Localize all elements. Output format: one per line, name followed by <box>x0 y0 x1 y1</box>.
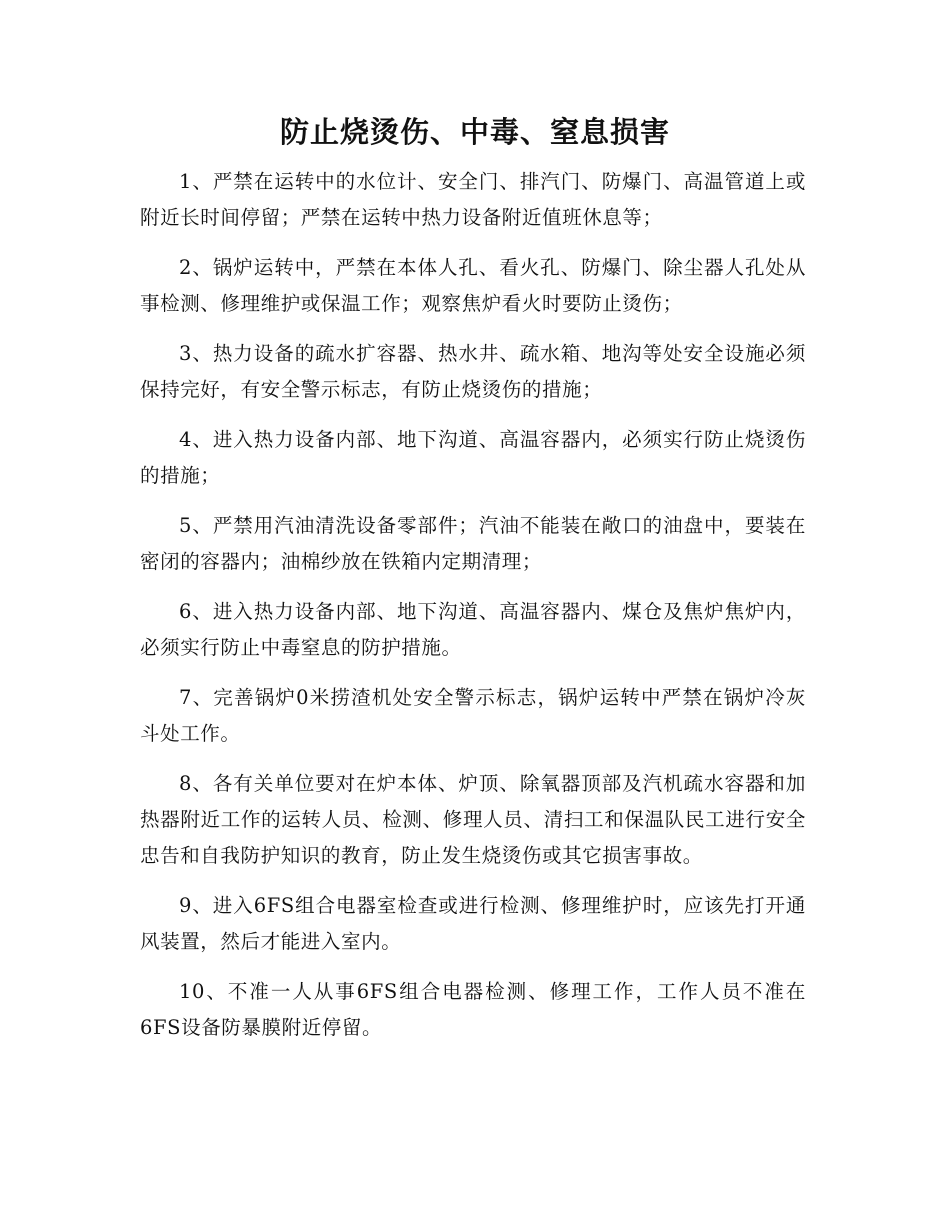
document-body <box>140 164 806 1046</box>
paragraph-4: 4、进入热力设备内部、地下沟道、高温容器内，必须实行防止烧烫伤的措施； <box>140 428 806 487</box>
paragraph-5: 5、严禁用汽油清洗设备零部件；汽油不能装在敞口的油盘中，要装在密闭的容器内；油棉纱放在铁箱内定期清理； <box>140 514 806 573</box>
paragraph-7: 7、完善锅炉0米捞渣机处安全警示标志，锅炉运转中严禁在锅炉冷灰斗处工作。 <box>140 686 806 745</box>
paragraph-6: 6、进入热力设备内部、地下沟道、高温容器内、煤仓及焦炉焦炉内，必须实行防止中毒窒息的防护措施。 <box>140 600 806 659</box>
paragraph-10: 10、不准一人从事6FS组合电器检测、修理工作，工作人员不准在6FS设备防暴膜附近停留。 <box>140 980 806 1039</box>
paragraph-8: 8、各有关单位要对在炉本体、炉顶、除氧器顶部及汽机疏水容器和加热器附近工作的运转人员、检测、修理人员、清扫工和保温队民工进行安全忠告和自我防护知识的教育，防止发生烧烫伤或其它损害事故。 <box>140 772 806 867</box>
paragraph-2: 2、锅炉运转中，严禁在本体人孔、看火孔、防爆门、除尘器人孔处从事检测、修理维护或保温工作；观察焦炉看火时要防止烫伤； <box>140 256 806 315</box>
paragraph-3: 3、热力设备的疏水扩容器、热水井、疏水箱、地沟等处安全设施必须保持完好，有安全警示标志，有防止烧烫伤的措施； <box>140 342 806 401</box>
paragraph-1: 1、严禁在运转中的水位计、安全门、排汽门、防爆门、高温管道上或附近长时间停留；严禁在运转中热力设备附近值班休息等； <box>140 170 806 229</box>
paragraph-9: 9、进入6FS组合电器室检查或进行检测、修理维护时，应该先打开通风装置，然后才能进入室内。 <box>140 894 806 953</box>
document-title: 防止烧烫伤、中毒、窒息损害 <box>279 115 670 149</box>
